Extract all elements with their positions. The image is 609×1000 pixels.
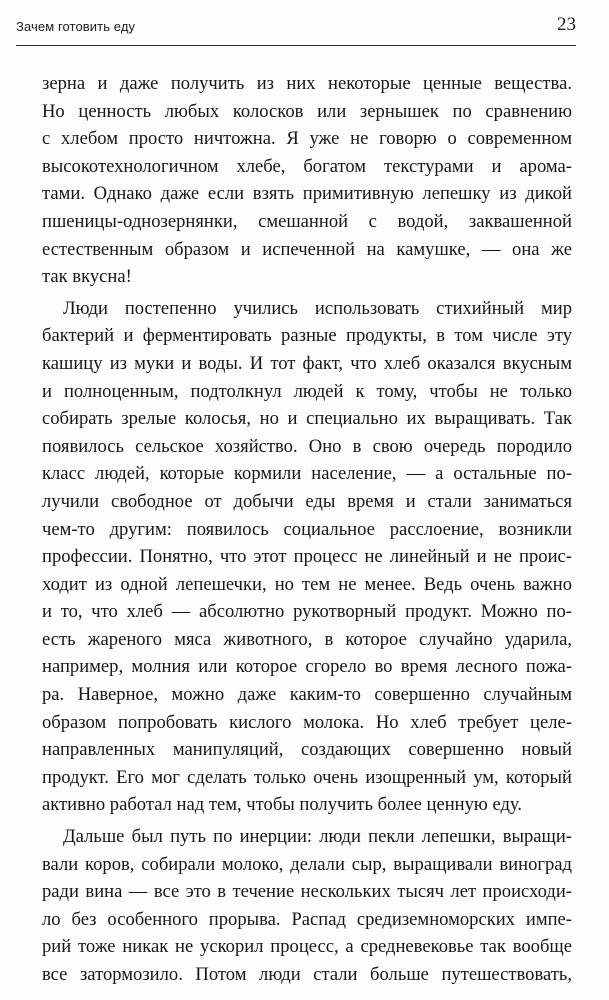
- text-line: например, молния или которое сгорело во время лесного пожа-: [42, 656, 572, 678]
- text-line: с хлебом просто ничтожна. Я уже не говорю о современном: [42, 128, 572, 150]
- text-line: продукт. Его мог сделать только очень изощренный ум, который: [42, 766, 572, 788]
- text-line: и то, что хлеб — абсолютно рукотворный продукт. Можно по-: [42, 601, 572, 623]
- text-line: естественным образом и испеченной на камушке, — она же: [42, 238, 572, 260]
- text-line: есть жареного мяса животного, в которое случайно ударила,: [42, 628, 572, 650]
- body-text: [42, 70, 572, 989]
- text-line: рий тоже никак не ускорил процесс, а средневековье так вообще: [42, 936, 572, 958]
- text-line: тами. Однако даже если взять примитивную лепешку из дикой: [42, 183, 572, 205]
- text-line: высокотехнологичном хлебе, богатом текстурами и арома-: [42, 155, 572, 177]
- text-line: образом попробовать кислого молока. Но хлеб требует целе-: [42, 711, 572, 733]
- text-line: ра. Наверное, можно даже каким-то совершенно случайным: [42, 684, 572, 706]
- text-line: и полноценным, подтолкнул людей к тому, чтобы не только: [42, 380, 572, 402]
- text-line: Люди постепенно учились использовать стихийный мир: [63, 297, 572, 319]
- text-line: все затормозило. Потом люди стали больше путешествовать,: [42, 964, 572, 985]
- page-number: 23: [557, 14, 576, 35]
- text-line: ради вина — все это в течение нескольких тысяч лет происходи-: [42, 881, 572, 903]
- text-line: профессии. Понятно, что этот процесс не линейный и не проис-: [42, 546, 572, 568]
- text-line: появилось сельское хозяйство. Оно в свою очередь породило: [42, 435, 572, 457]
- text-line: так вкусна!: [42, 266, 132, 288]
- text-line: направленных манипуляций, создающих совершенно новый: [42, 739, 572, 761]
- text-line: собирать зрелые колосья, но и специально их выращивать. Так: [42, 408, 572, 430]
- text-line: Но ценность любых колосков или зернышек по сравнению: [42, 100, 572, 122]
- text-line: чем-то другим: появилось социальное расслоение, возникли: [42, 518, 572, 540]
- text-line: бактерий и ферментировать разные продукты, в том числе эту: [42, 325, 572, 347]
- text-line: вали коров, собирали молоко, делали сыр, выращивали виноград: [42, 853, 572, 875]
- text-line: пшеницы-однозернянки, смешанной с водой, заквашенной: [42, 210, 572, 232]
- paragraph-2: [42, 295, 572, 819]
- paragraph-1: [42, 70, 572, 291]
- text-line: Дальше был путь по инерции: люди пекли лепешки, выращи-: [63, 826, 572, 848]
- text-line: зерна и даже получить из них некоторые ценные вещества.: [42, 73, 572, 94]
- text-line: ло без особенного прорыва. Распад средиземноморских импе-: [42, 908, 572, 930]
- paragraph-3: [42, 823, 572, 989]
- text-line: класс людей, которые кормили население, — а остальные по-: [42, 463, 572, 485]
- running-title: Зачем готовить еду: [16, 19, 136, 34]
- text-line: активно работал над тем, чтобы получить более ценную еду.: [42, 794, 523, 816]
- text-line: кашицу из муки и воды. И тот факт, что хлеб оказался вкусным: [42, 352, 572, 374]
- text-line: ходит из одной лепешечки, но тем не менее. Ведь очень важно: [42, 573, 572, 595]
- header-rule: [16, 45, 576, 46]
- text-line: лучили свободное от добычи еды время и стали заниматься: [42, 490, 572, 512]
